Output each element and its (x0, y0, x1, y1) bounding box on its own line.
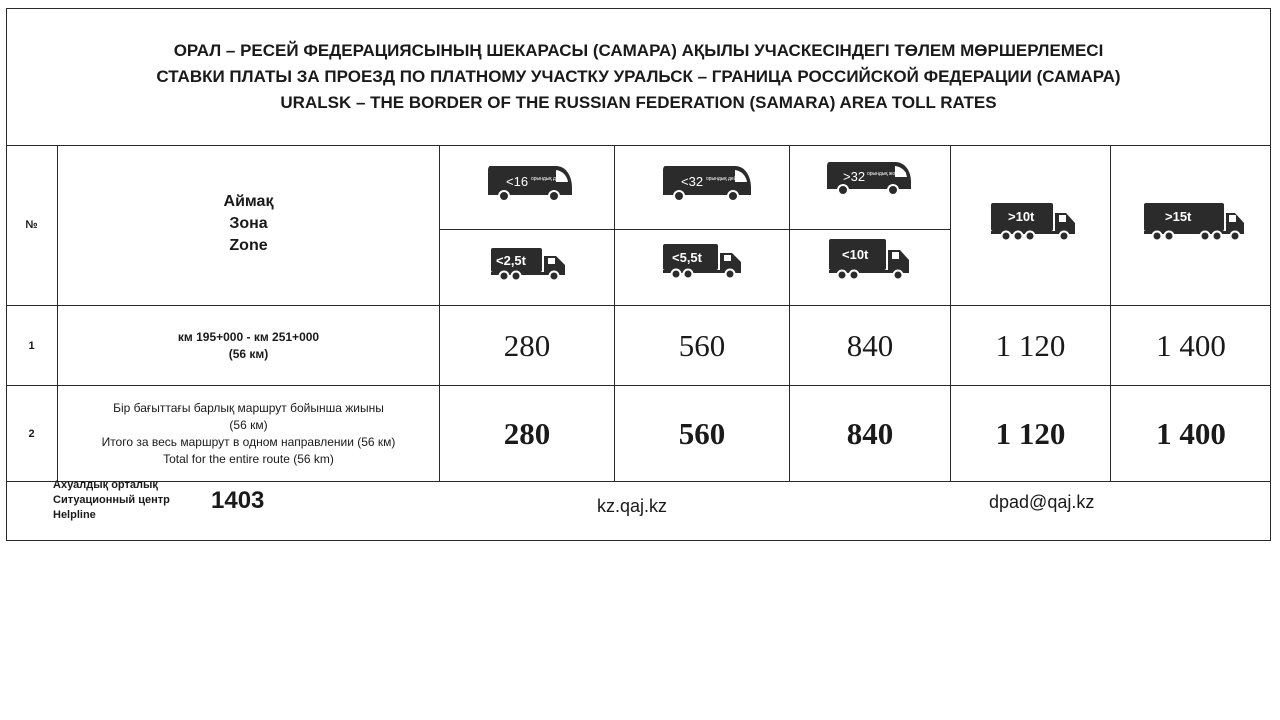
zone-label-ru: Зона (229, 215, 268, 232)
helpline-label-en: Helpline (53, 509, 96, 521)
truck-label: <2,5t (496, 253, 526, 268)
bus-label: <32 (681, 174, 704, 189)
bus-sublabel: орындық дейін (531, 176, 566, 182)
total-label-en: Total for the entire route (56 km) (163, 451, 334, 466)
number-column-header: № (25, 219, 38, 231)
truck-label: >15t (1165, 209, 1192, 224)
total-label-ru: Итого за весь маршрут в одном направлении (56 км) (101, 434, 396, 449)
grid-line (439, 229, 950, 230)
truck-icon (828, 237, 912, 281)
truck-label: <10t (842, 247, 869, 262)
title-block (7, 9, 1270, 146)
total-value: 1 120 (995, 415, 1066, 451)
rate-value: 280 (503, 327, 551, 363)
truck-label: >10t (1008, 209, 1035, 224)
row-number: 1 (28, 339, 35, 352)
truck-icon (490, 246, 568, 282)
rate-value: 1 120 (995, 327, 1066, 363)
website-link[interactable]: kz.qaj.kz (597, 496, 668, 516)
rate-value: 1 400 (1156, 327, 1226, 363)
truck-icon (990, 201, 1078, 243)
rate-value: 840 (846, 327, 894, 363)
total-label-kz: Бір бағыттағы барлық маршрут бойынша жиыны (113, 400, 384, 415)
helpline-label-kz: Ахуалдық орталық (53, 479, 158, 491)
total-value: 840 (846, 415, 894, 451)
truck-label: <5,5t (672, 250, 702, 265)
total-value: 280 (503, 415, 551, 451)
truck-icon (662, 242, 744, 280)
helpline-label-ru: Ситуационный центр (53, 494, 170, 506)
zone-column-header (58, 145, 439, 305)
helpline-labels (53, 478, 170, 523)
bus-label: >32 (843, 169, 866, 184)
zone-cell (58, 306, 439, 385)
zone-distance: (56 км) (228, 346, 269, 361)
helpline-number[interactable]: 1403 (211, 487, 265, 514)
total-value: 560 (678, 415, 726, 451)
title-ru: СТАВКИ ПЛАТЫ ЗА ПРОЕЗД ПО ПЛАТНОМУ УЧАСТКУ УРАЛЬСК – ГРАНИЦА РОССИЙСКОЙ ФЕДЕРАЦИИ (САМАРА) (156, 67, 1121, 86)
title-kz: ОРАЛ – РЕСЕЙ ФЕДЕРАЦИЯСЫНЫҢ ШЕКАРАСЫ (САМАРА) АҚЫЛЫ УЧАСКЕСІНДЕГІ ТӨЛЕМ МӨРШЕРЛЕМЕСІ (173, 41, 1104, 60)
bus-label: <16 (506, 174, 529, 189)
rate-value: 560 (678, 327, 726, 363)
bus-icon (825, 160, 913, 196)
bus-icon (486, 164, 574, 202)
bus-sublabel: орындық дейін (706, 176, 741, 182)
grid-line (6, 481, 1271, 482)
zone-label-kz: Аймақ (223, 193, 274, 210)
truck-icon (1143, 201, 1247, 243)
zone-range: км 195+000 - км 251+000 (177, 329, 320, 344)
email-link[interactable]: dpad@qaj.kz (989, 492, 1095, 512)
total-distance: (56 км) (229, 417, 268, 432)
total-value: 1 400 (1156, 415, 1226, 451)
zone-label-en: Zone (229, 237, 268, 254)
title-en: URALSK – THE BORDER OF THE RUSSIAN FEDERATION (SAMARA) AREA TOLL RATES (280, 93, 997, 112)
bus-sublabel: орындық жоғары (867, 171, 907, 177)
bus-icon (661, 164, 753, 202)
zone-cell (58, 386, 439, 481)
row-number: 2 (28, 427, 35, 440)
